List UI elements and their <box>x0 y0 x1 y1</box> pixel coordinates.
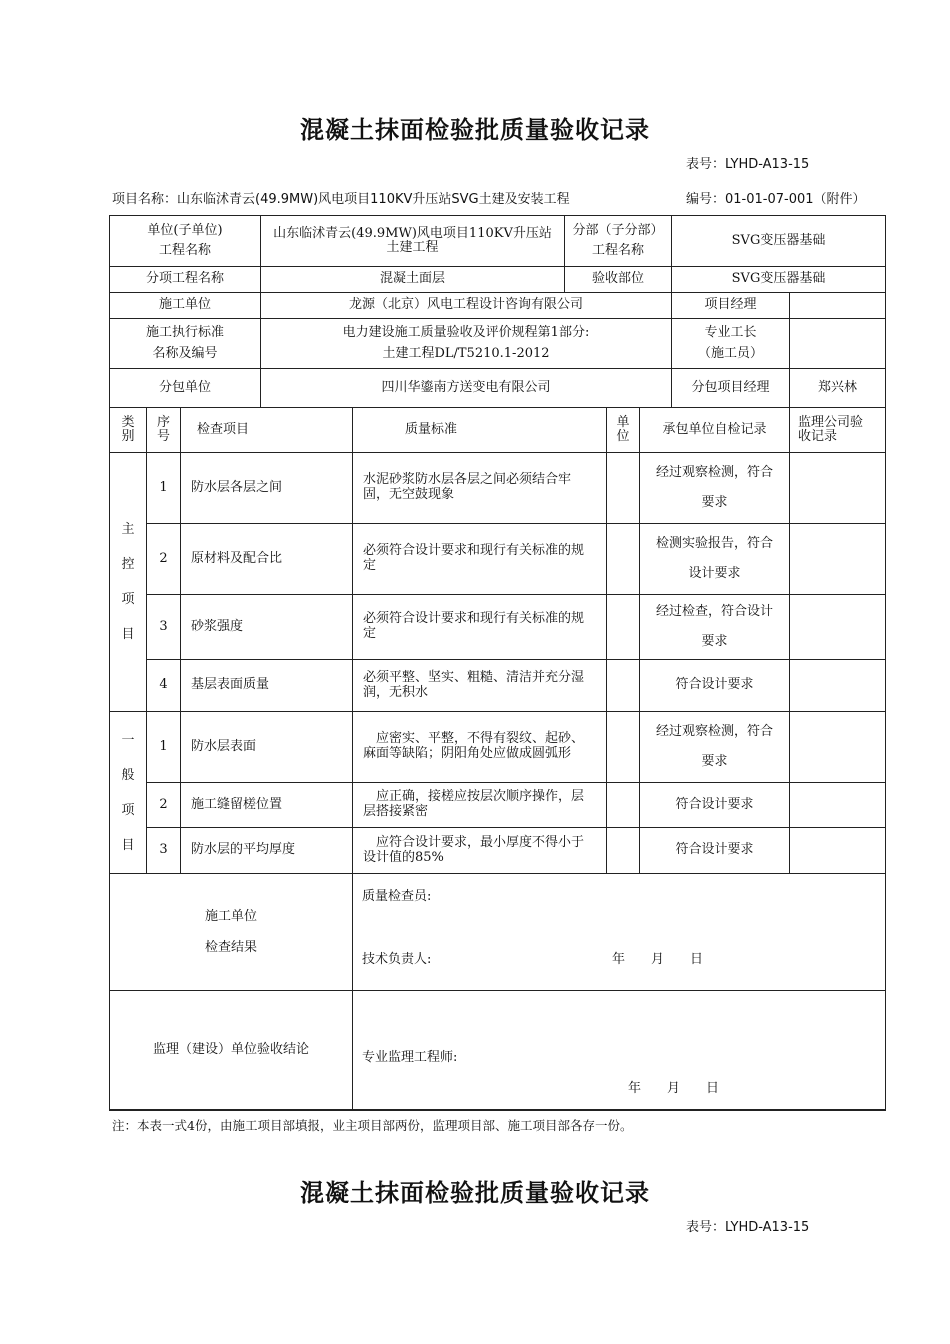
main-item-2-supervision <box>789 523 886 595</box>
unit-value <box>260 215 565 267</box>
general-item-3-standard: 应符合设计要求，最小厚度不得小于设计值的85% <box>352 827 607 874</box>
col-supervision-line2: 收记录 <box>798 429 838 444</box>
builder-check-line1: 施工单位 <box>204 908 257 924</box>
builder-check-label <box>109 873 353 991</box>
main-item-3-unit <box>606 594 640 660</box>
general-category-char: 目 <box>121 837 135 853</box>
main-category-char: 主 <box>121 522 135 537</box>
main-item-4-supervision <box>789 659 886 712</box>
col-item: 检查项目 <box>180 407 353 453</box>
accept-part-label: 验收部位 <box>564 266 672 293</box>
standard-value-line2: 土建工程DL/T5210.1-2012 <box>382 345 550 361</box>
page-title: 混凝土抹面检验批质量验收记录 <box>300 116 650 144</box>
general-item-1-standard: 应密实、平整，不得有裂纹、起砂、麻面等缺陷；阴阳角处应做成圆弧形 <box>352 711 607 783</box>
main-item-1-supervision <box>789 452 886 524</box>
main-category-char: 目 <box>121 627 135 642</box>
main-item-3-name: 砂浆强度 <box>180 594 353 660</box>
foreman-value <box>789 318 886 369</box>
main-item-2-seq: 2 <box>146 523 181 595</box>
main-category-char: 控 <box>121 557 135 572</box>
main-item-2-name: 原材料及配合比 <box>180 523 353 595</box>
builder-check-line2: 检查结果 <box>204 940 257 955</box>
second-form-number: 表号：LYHD-A13-15 <box>686 1220 810 1235</box>
unit-label <box>109 215 261 267</box>
general-item-3-seq: 3 <box>146 827 181 874</box>
sub-project-label: 分项工程名称 <box>109 266 261 293</box>
qc-inspector-label: 质量检查员: <box>362 889 432 904</box>
main-item-1-record-line1: 经过观察检测，符合 <box>655 465 773 481</box>
general-category-char: 般 <box>121 767 135 783</box>
foreman-label-line2: （施工员） <box>697 345 763 361</box>
col-self-check: 承包单位自检记录 <box>639 407 790 453</box>
col-category-line1: 类 <box>121 414 135 430</box>
general-item-1-name: 防水层表面 <box>180 711 353 783</box>
general-item-2-standard: 应正确，接槎应按层次顺序操作，层层搭接紧密 <box>352 782 607 828</box>
main-item-1-seq: 1 <box>146 452 181 524</box>
subcontractor-label: 分包单位 <box>109 368 261 408</box>
main-item-3-record-line1: 经过检查，符合设计 <box>655 604 773 620</box>
col-seq-line1: 序 <box>156 414 170 430</box>
part-label <box>564 215 672 267</box>
main-item-4-standard: 必须平整、坚实、粗糙、清洁并充分湿润，无积水 <box>352 659 607 712</box>
part-label-line2: 工程名称 <box>591 243 644 258</box>
foreman-label <box>671 318 790 369</box>
col-category-line2: 别 <box>121 429 135 444</box>
main-item-4-seq: 4 <box>146 659 181 712</box>
standard-value <box>260 318 672 369</box>
col-unit-line2: 位 <box>616 429 630 444</box>
main-item-3-record-line2: 要求 <box>701 634 728 649</box>
col-supervision-line1: 监理公司验 <box>798 414 864 430</box>
main-item-3-supervision <box>789 594 886 660</box>
builder-check-box <box>352 873 886 991</box>
main-item-4-record: 符合设计要求 <box>639 659 790 712</box>
general-item-1-record-line1: 经过观察检测，符合 <box>655 724 773 740</box>
main-category <box>109 452 147 712</box>
main-category-char: 项 <box>121 592 135 607</box>
general-item-1-record <box>639 711 790 783</box>
builder-label: 施工单位 <box>109 292 261 319</box>
main-item-1-record-line2: 要求 <box>701 495 728 510</box>
col-seq-line2: 号 <box>156 429 170 444</box>
builder-value: 龙源（北京）风电工程设计咨询有限公司 <box>260 292 672 319</box>
col-unit <box>606 407 640 453</box>
foreman-label-line1: 专业工长 <box>704 325 757 341</box>
col-category <box>109 407 147 453</box>
project-manager-label: 项目经理 <box>671 292 790 319</box>
form-number: 表号：LYHD-A13-15 <box>686 157 810 172</box>
general-item-3-supervision <box>789 827 886 874</box>
main-item-1-standard: 水泥砂浆防水层各层之间必须结合牢固，无空鼓现象 <box>352 452 607 524</box>
main-item-2-record-line2: 设计要求 <box>688 566 741 581</box>
standard-value-line1: 电力建设施工质量验收及评价规程第1部分: <box>342 325 590 341</box>
standard-label <box>109 318 261 369</box>
supervision-label: 监理（建设）单位验收结论 <box>109 990 353 1111</box>
col-standard: 质量标准 <box>352 407 607 453</box>
part-label-line1: 分部（子分部） <box>572 222 664 238</box>
main-item-2-record-line1: 检测实验报告，符合 <box>655 536 773 552</box>
footnote: 注：本表一式4份，由施工项目部填报，业主项目部两份，监理项目部、施工项目部各存一份。 <box>112 1118 633 1133</box>
part-value: SVG变压器基础 <box>671 215 886 267</box>
project-manager-value <box>789 292 886 319</box>
general-item-2-name: 施工缝留槎位置 <box>180 782 353 828</box>
main-item-4-name: 基层表面质量 <box>180 659 353 712</box>
general-item-3-record: 符合设计要求 <box>639 827 790 874</box>
supervision-box <box>352 990 886 1111</box>
standard-label-line1: 施工执行标准 <box>145 325 224 341</box>
general-item-3-name: 防水层的平均厚度 <box>180 827 353 874</box>
sub-project-value: 混凝土面层 <box>260 266 565 293</box>
general-item-1-record-line2: 要求 <box>701 754 728 769</box>
serial-number: 编号：01-01-07-001（附件） <box>686 192 866 207</box>
main-item-2-standard: 必须符合设计要求和现行有关标准的规定 <box>352 523 607 595</box>
col-seq <box>146 407 181 453</box>
standard-label-line2: 名称及编号 <box>152 345 218 361</box>
builder-date: 年 月 日 <box>612 952 704 967</box>
general-item-1-supervision <box>789 711 886 783</box>
general-category-char: 一 <box>121 732 135 748</box>
general-item-1-seq: 1 <box>146 711 181 783</box>
col-supervision <box>789 407 886 453</box>
main-item-2-record <box>639 523 790 595</box>
sub-pm-value: 郑兴林 <box>789 368 886 408</box>
main-item-3-record <box>639 594 790 660</box>
main-item-1-unit <box>606 452 640 524</box>
main-item-1-name: 防水层各层之间 <box>180 452 353 524</box>
project-name: 项目名称：山东临沭青云(49.9MW)风电项目110KV升压站SVG土建及安装工程 <box>112 192 570 207</box>
general-item-2-supervision <box>789 782 886 828</box>
tech-lead-label: 技术负责人: <box>362 952 432 967</box>
main-item-1-record <box>639 452 790 524</box>
main-item-4-unit <box>606 659 640 712</box>
main-item-2-unit <box>606 523 640 595</box>
supervision-date: 年 月 日 <box>628 1081 720 1096</box>
unit-label-line2: 工程名称 <box>158 243 211 258</box>
general-category <box>109 711 147 874</box>
general-category-char: 项 <box>121 802 135 818</box>
main-item-3-seq: 3 <box>146 594 181 660</box>
general-item-2-record: 符合设计要求 <box>639 782 790 828</box>
general-item-2-seq: 2 <box>146 782 181 828</box>
unit-label-line1: 单位(子单位) <box>147 222 223 238</box>
subcontractor-value: 四川华鎏南方送变电有限公司 <box>260 368 672 408</box>
unit-value-line2: 土建工程 <box>386 240 439 255</box>
second-page-title: 混凝土抹面检验批质量验收记录 <box>300 1179 650 1207</box>
sub-pm-label: 分包项目经理 <box>671 368 790 408</box>
general-item-3-unit <box>606 827 640 874</box>
supervision-engineer-label: 专业监理工程师: <box>362 1050 458 1065</box>
unit-value-line1: 山东临沭青云(49.9MW)风电项目110KV升压站 <box>273 225 552 241</box>
general-item-1-unit <box>606 711 640 783</box>
general-item-2-unit <box>606 782 640 828</box>
accept-part-value: SVG变压器基础 <box>671 266 886 293</box>
main-item-3-standard: 必须符合设计要求和现行有关标准的规定 <box>352 594 607 660</box>
col-unit-line1: 单 <box>616 414 630 430</box>
